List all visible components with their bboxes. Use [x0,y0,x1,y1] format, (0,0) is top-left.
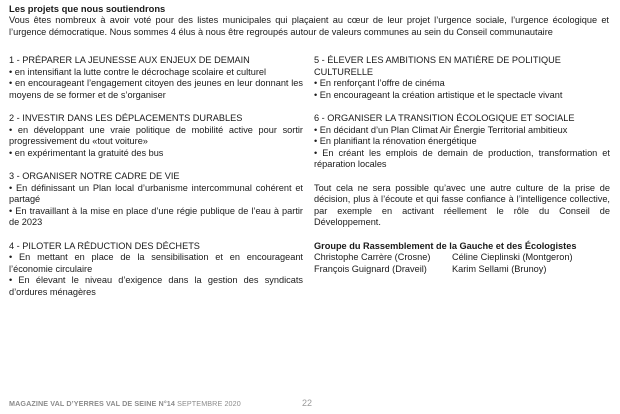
bullet-item: • En mettant en place de la sensibilisation et en encourageant l’économie circulaire [9,252,303,275]
section-title: 6 - ORGANISER LA TRANSITION ÉCOLOGIQUE ET SOCIALE [314,112,575,123]
group-title: Groupe du Rassemblement de la Gauche et des Écologistes [314,240,577,251]
issue-number: N°14 [158,399,176,408]
bullet-item: • en encourageant l’engagement citoyen des jeunes en leur donnant les moyens de se former et de s’organiser [9,78,303,101]
group-signature [314,241,610,276]
project-section [314,113,610,171]
member-name: Karim Sellami (Brunoy) [452,263,547,274]
left-column [9,55,303,310]
page-title: Les projets que nous soutiendrons [9,3,166,14]
bullet-item: • En définissant un Plan local d’urbanisme intercommunal cohérent et partagé [9,183,303,206]
section-title: 3 - ORGANISER NOTRE CADRE DE VIE [9,170,180,181]
section-title: 1 - PRÉPARER LA JEUNESSE AUX ENJEUX DE DEMAIN [9,55,250,65]
closing-paragraph: Tout cela ne sera possible qu’avec une autre culture de la prise de décision, plus à l’écoute et qui fasse confiance à l’intelligence collective, par exemple en activant réellement le rôle du Conseil de Développement. [314,182,610,228]
magazine-footer [9,399,241,408]
project-section [9,55,303,101]
project-section [9,171,303,229]
magazine-name: MAGAZINE VAL D’YERRES VAL DE SEINE [9,399,157,408]
section-title: 5 - ÉLEVER LES AMBITIONS EN MATIÈRE DE POLITIQUE CULTURELLE [314,55,561,77]
bullet-item: • En encourageant la création artistique et le spectacle vivant [314,90,610,102]
member-name: François Guignard (Draveil) [314,263,427,274]
bullet-item: • En planifiant la rénovation énergétique [314,136,610,148]
project-section [314,55,610,101]
page-number: 22 [302,398,313,408]
project-section [9,113,303,159]
bullet-item: • En créant les emplois de demain de production, transformation et réparation locales [314,148,610,171]
bullet-item: • en expérimentant la gratuité des bus [9,148,303,160]
group-members [314,252,610,275]
bullet-item: • en intensifiant la lutte contre le décrochage scolaire et culturel [9,67,303,79]
section-title: 4 - PILOTER LA RÉDUCTION DES DÉCHETS [9,240,200,251]
bullet-item: • En travaillant à la mise en place d’une régie publique de l’eau à partir de 2023 [9,206,303,229]
bullet-item: • en développant une vraie politique de mobilité active pour sortir progressivement du «tout voiture» [9,125,303,148]
member-name: Christophe Carrère (Crosne) [314,252,431,263]
right-column [314,55,610,275]
member-name: Céline Cieplinski (Montgeron) [452,252,573,263]
bullet-item: • En décidant d’un Plan Climat Air Énergie Territorial ambitieux [314,125,610,137]
project-section [9,241,303,299]
bullet-item: • En élevant le niveau d’exigence dans la gestion des syndicats d’ordures ménagères [9,275,303,298]
bullet-item: • En renforçant l’offre de cinéma [314,78,610,90]
intro-paragraph: Vous êtes nombreux à avoir voté pour des listes municipales qui plaçaient au cœur de leur projet l’urgence sociale, l’urgence écologique et l’urgence démocratique. Nous sommes 4 élus à nous être regroupés autour de valeurs communes au sein du Conseil communautaire [9,15,609,37]
section-title: 2 - INVESTIR DANS LES DÉPLACEMENTS DURABLES [9,112,243,123]
issue-date: SEPTEMBRE 2020 [177,399,241,408]
